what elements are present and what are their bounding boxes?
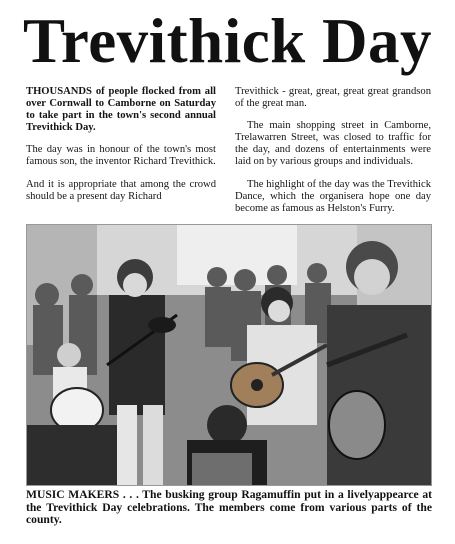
news-photo-music-makers [26, 224, 432, 486]
photo-illustration [27, 225, 432, 486]
photo-caption: MUSIC MAKERS . . . The busking group Ragamuffin put in a livelyappearce at the Trevithick Day celebrations. The members come from various parts of the county. [26, 488, 432, 527]
article-paragraph: The main shopping street in Camborne, Trelawarren Street, was closed to traffic for the day, and dozens of entertainments were laid on by various groups and individuals. [235, 120, 431, 168]
headline: Trevithick Day [23, 6, 432, 76]
article-column-left [26, 86, 216, 213]
article-paragraph: The day was in honour of the town's most famous son, the inventor Richard Trevithick. [26, 144, 216, 168]
article-paragraph: The highlight of the day was the Trevithick Dance, which the organisera hope one day become as famous as Helston's Furry. [235, 178, 431, 214]
article-lead-paragraph: THOUSANDS of people flocked from all over Cornwall to Camborne on Saturday to take part in the town's second annual Trevithick Day. [26, 86, 216, 134]
article-column-right [235, 86, 431, 225]
article-paragraph: Trevithick - great, great, great great grandson of the great man. [235, 86, 431, 110]
article-paragraph: And it is appropriate that among the crowd should be a present day Richard [26, 178, 216, 202]
